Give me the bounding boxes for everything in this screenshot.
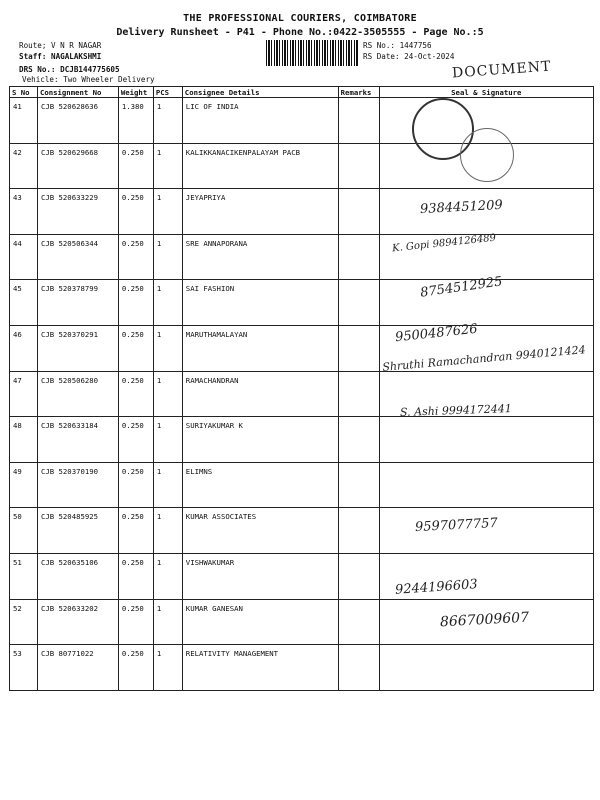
cell-weight: 0.250 bbox=[118, 508, 153, 554]
drs-text: DRS No.: DCJB144775605 bbox=[19, 65, 120, 74]
cell-pcs: 1 bbox=[153, 645, 182, 691]
signature-53: 8667009607 bbox=[439, 609, 530, 631]
col-sno: S No bbox=[10, 87, 38, 98]
cell-consignment: CJB 520633229 bbox=[37, 189, 118, 235]
cell-weight: 0.250 bbox=[118, 234, 153, 280]
cell-consignee: SURIYAKUMAR K bbox=[182, 417, 338, 463]
cell-remarks bbox=[338, 645, 379, 691]
table-row bbox=[10, 508, 594, 554]
table-row bbox=[10, 325, 594, 371]
cell-pcs: 1 bbox=[153, 280, 182, 326]
cell-sno: 48 bbox=[10, 417, 38, 463]
cell-remarks bbox=[338, 599, 379, 645]
cell-consignee: ELIMNS bbox=[182, 462, 338, 508]
table-row bbox=[10, 553, 594, 599]
cell-sno: 41 bbox=[10, 98, 38, 144]
cell-signature bbox=[379, 462, 593, 508]
signature-45: 8754512925 bbox=[419, 274, 504, 301]
cell-consignment: CJB 520378799 bbox=[37, 280, 118, 326]
cell-sno: 49 bbox=[10, 462, 38, 508]
cell-consignment: CJB 520506280 bbox=[37, 371, 118, 417]
cell-consignment: CJB 520628636 bbox=[37, 98, 118, 144]
col-consignee: Consignee Details bbox=[182, 87, 338, 98]
cell-consignment: CJB 520506344 bbox=[37, 234, 118, 280]
cell-pcs: 1 bbox=[153, 417, 182, 463]
cell-pcs: 1 bbox=[153, 508, 182, 554]
handwritten-document-tag: DOCUMENT bbox=[451, 58, 552, 82]
signature-48: S. Ashi 9994172441 bbox=[399, 402, 513, 419]
col-pcs: PCS bbox=[153, 87, 182, 98]
table-header-row bbox=[10, 87, 594, 98]
cell-weight: 0.250 bbox=[118, 189, 153, 235]
cell-remarks bbox=[338, 508, 379, 554]
cell-consignee: MARUTHAMALAYAN bbox=[182, 325, 338, 371]
cell-pcs: 1 bbox=[153, 371, 182, 417]
cell-pcs: 1 bbox=[153, 462, 182, 508]
table-row bbox=[10, 189, 594, 235]
cell-sno: 44 bbox=[10, 234, 38, 280]
staff-text: Staff: NAGALAKSHMI bbox=[19, 52, 102, 61]
cell-signature bbox=[379, 417, 593, 463]
cell-remarks bbox=[338, 325, 379, 371]
cell-consignment: CJB 520633202 bbox=[37, 599, 118, 645]
cell-remarks bbox=[338, 417, 379, 463]
cell-remarks bbox=[338, 280, 379, 326]
cell-consignment: CJB 520635106 bbox=[37, 553, 118, 599]
cell-sno: 46 bbox=[10, 325, 38, 371]
cell-weight: 0.250 bbox=[118, 371, 153, 417]
cell-consignee: RAMACHANDRAN bbox=[182, 371, 338, 417]
cell-remarks bbox=[338, 371, 379, 417]
cell-pcs: 1 bbox=[153, 234, 182, 280]
col-seal-signature: Seal & Signature bbox=[379, 87, 593, 98]
col-remarks: Remarks bbox=[338, 87, 379, 98]
cell-remarks bbox=[338, 189, 379, 235]
cell-sno: 43 bbox=[10, 189, 38, 235]
table-row bbox=[10, 280, 594, 326]
cell-consignee: SAI FASHION bbox=[182, 280, 338, 326]
cell-sno: 45 bbox=[10, 280, 38, 326]
table-row bbox=[10, 645, 594, 691]
cell-remarks bbox=[338, 234, 379, 280]
cell-weight: 1.380 bbox=[118, 98, 153, 144]
vehicle-text: Vehicle: Two Wheeler Delivery bbox=[22, 75, 155, 84]
cell-weight: 0.250 bbox=[118, 599, 153, 645]
cell-sno: 52 bbox=[10, 599, 38, 645]
cell-weight: 0.250 bbox=[118, 417, 153, 463]
rs-date: RS Date: 24-Oct-2024 bbox=[363, 52, 455, 61]
route-text: Route; V N R NAGAR bbox=[19, 41, 102, 50]
table-row bbox=[10, 417, 594, 463]
cell-consignee: RELATIVITY MANAGEMENT bbox=[182, 645, 338, 691]
runsheet-table bbox=[9, 86, 594, 691]
cell-weight: 0.250 bbox=[118, 553, 153, 599]
cell-pcs: 1 bbox=[153, 98, 182, 144]
cell-remarks bbox=[338, 462, 379, 508]
cell-pcs: 1 bbox=[153, 143, 182, 189]
runsheet-subtitle: Delivery Runsheet - P41 - Phone No.:0422-3505555 - Page No.:5 bbox=[116, 27, 484, 38]
cell-weight: 0.250 bbox=[118, 645, 153, 691]
cell-remarks bbox=[338, 98, 379, 144]
cell-weight: 0.250 bbox=[118, 280, 153, 326]
cell-consignee: LIC OF INDIA bbox=[182, 98, 338, 144]
signature-52: 9244196603 bbox=[394, 577, 479, 598]
cell-weight: 0.250 bbox=[118, 143, 153, 189]
cell-sno: 51 bbox=[10, 553, 38, 599]
cell-pcs: 1 bbox=[153, 325, 182, 371]
cell-sno: 53 bbox=[10, 645, 38, 691]
rs-number: RS No.: 1447756 bbox=[363, 41, 432, 50]
cell-consignee: KUMAR GANESAN bbox=[182, 599, 338, 645]
cell-weight: 0.250 bbox=[118, 462, 153, 508]
cell-remarks bbox=[338, 143, 379, 189]
table-row bbox=[10, 462, 594, 508]
cell-remarks bbox=[338, 553, 379, 599]
office-seal-stamp bbox=[460, 128, 514, 182]
cell-consignment: CJB 520370291 bbox=[37, 325, 118, 371]
cell-consignee: KALIKKANACIKENPALAYAM PACB bbox=[182, 143, 338, 189]
cell-consignment: CJB 520485925 bbox=[37, 508, 118, 554]
signature-51: 9597077757 bbox=[414, 515, 499, 536]
cell-pcs: 1 bbox=[153, 189, 182, 235]
col-consignment: Consignment No bbox=[37, 87, 118, 98]
company-title: THE PROFESSIONAL COURIERS, COIMBATORE bbox=[183, 13, 417, 24]
col-weight: Weight bbox=[118, 87, 153, 98]
cell-sno: 42 bbox=[10, 143, 38, 189]
signature-46: 9500487626 bbox=[394, 321, 479, 346]
cell-consignee: VISHWAKUMAR bbox=[182, 553, 338, 599]
cell-consignment: CJB 520633184 bbox=[37, 417, 118, 463]
cell-sno: 50 bbox=[10, 508, 38, 554]
barcode bbox=[266, 40, 358, 66]
cell-consignee: JEYAPRIYA bbox=[182, 189, 338, 235]
cell-pcs: 1 bbox=[153, 553, 182, 599]
cell-consignee: SRE ANNAPORANA bbox=[182, 234, 338, 280]
cell-signature bbox=[379, 645, 593, 691]
cell-consignment: CJB 80771022 bbox=[37, 645, 118, 691]
cell-pcs: 1 bbox=[153, 599, 182, 645]
cell-consignee: KUMAR ASSOCIATES bbox=[182, 508, 338, 554]
cell-consignment: CJB 520629668 bbox=[37, 143, 118, 189]
table-row bbox=[10, 234, 594, 280]
cell-sno: 47 bbox=[10, 371, 38, 417]
cell-consignment: CJB 520370190 bbox=[37, 462, 118, 508]
signature-47: Shruthi Ramachandran 9940121424 bbox=[381, 343, 587, 374]
signature-43: 9384451209 bbox=[419, 197, 504, 218]
signature-44: K. Gopi 9894126489 bbox=[391, 232, 497, 255]
cell-weight: 0.250 bbox=[118, 325, 153, 371]
